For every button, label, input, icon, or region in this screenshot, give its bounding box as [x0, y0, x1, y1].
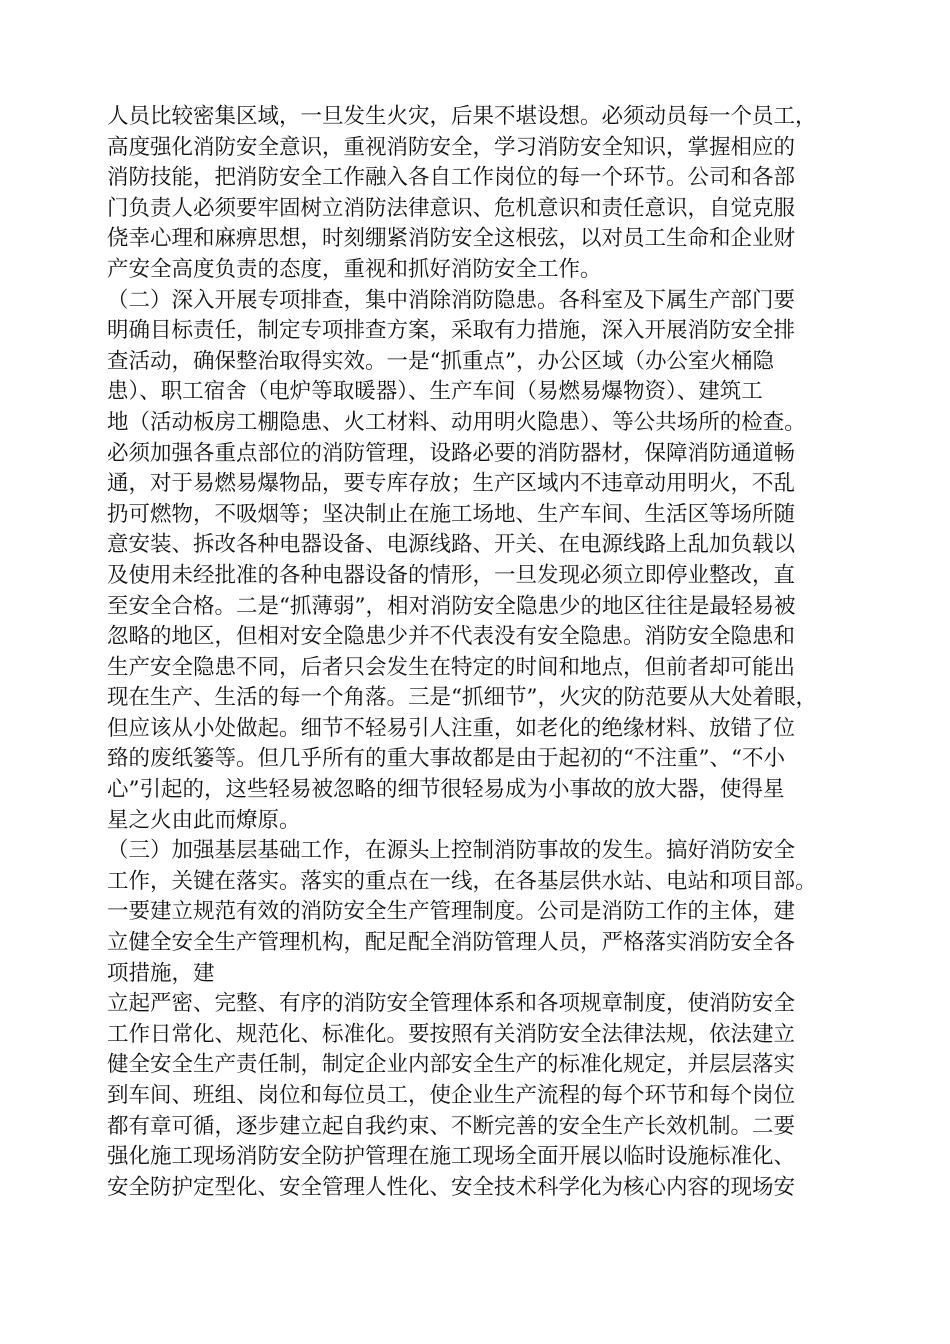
body-text [107, 102, 867, 1203]
text-line: 明确目标责任，制定专项排查方案，采取有力措施，深入开展消防安全排 [107, 318, 796, 344]
text-line: 侥幸心理和麻痹思想，时刻绷紧消防安全这根弦，以对员工生命和企业财 [107, 226, 796, 252]
text-line: 至安全合格。二是“抓薄弱”，相对消防安全隐患少的地区往往是最轻易被 [107, 593, 796, 619]
text-line: 查活动，确保整治取得实效。一是“抓重点”，办公区域（办公室火桶隐 [107, 348, 774, 374]
text-line: 生产安全隐患不同，后者只会发生在特定的时间和地点，但前者却可能出 [107, 654, 796, 680]
text-line: 但应该从小处做起。细节不轻易引人注重，如老化的绝缘材料、放错了位 [107, 715, 796, 741]
text-line: 工作，关键在落实。落实的重点在一线，在各基层供水站、电站和项目部。 [107, 868, 817, 894]
text-line: 高度强化消防安全意识，重视消防安全，学习消防安全知识，掌握相应的 [107, 134, 796, 160]
text-line: 项措施，建 [107, 960, 215, 986]
text-line: 健全安全生产责任制，制定企业内部安全生产的标准化规定，并层层落实 [107, 1052, 796, 1078]
text-line: （二）深入开展专项排查，集中消除消防隐患。各科室及下属生产部门要 [107, 287, 796, 313]
text-line: 立起严密、完整、有序的消防安全管理体系和各项规章制度，使消防安全 [107, 991, 796, 1017]
text-line: 消防技能，把消防安全工作融入各自工作岗位的每一个环节。公司和各部 [107, 165, 796, 191]
text-line: 一要建立规范有效的消防安全生产管理制度。公司是消防工作的主体，建 [107, 899, 796, 925]
text-line: 现在生产、生活的每一个角落。三是“抓细节”，火灾的防范要从大处着眼， [107, 685, 817, 711]
text-line: 门负责人必须要牢固树立消防法律意识、危机意识和责任意识，自觉克服 [107, 195, 796, 221]
text-line: 意安装、拆改各种电器设备、电源线路、开关、在电源线路上乱加负载以 [107, 532, 796, 558]
text-line: 地（活动板房工棚隐患、火工材料、动用明火隐患）、等公共场所的检查。 [107, 409, 806, 435]
text-line: 患）、职工宿舍（电炉等取暖器）、生产车间（易燃易爆物资）、建筑工 [107, 379, 763, 405]
text-line: 立健全安全生产管理机构，配足配全消防管理人员，严格落实消防安全各 [107, 930, 796, 956]
text-line: 星之火由此而燎原。 [107, 807, 301, 833]
text-line: 必须加强各重点部位的消防管理，设路必要的消防器材，保障消防通道畅 [107, 440, 796, 466]
text-line: 到车间、班组、岗位和每位员工，使企业生产流程的每个环节和每个岗位 [107, 1083, 796, 1108]
text-line: 及使用未经批准的各种电器设备的情形，一旦发现必须立即停业整改，直 [107, 562, 796, 588]
text-line: 扔可燃物，不吸烟等；坚决制止在施工场地、生产车间、生活区等场所随 [107, 501, 796, 527]
text-line: 通，对于易燃易爆物品，要专库存放；生产区域内不违章动用明火，不乱 [107, 471, 796, 497]
text-line: 工作日常化、规范化、标准化。要按照有关消防安全法律法规，依法建立 [107, 1021, 796, 1047]
text-line: 产安全高度负责的态度，重视和抓好消防安全工作。 [107, 256, 602, 282]
text-line: 都有章可循，逐步建立起自我约束、不断完善的安全生产长效机制。二要 [107, 1113, 796, 1139]
text-line: 人员比较密集区域，一旦发生火灾，后果不堪设想。必须动员每一个员工， [107, 104, 817, 129]
text-line: 强化施工现场消防安全防护管理在施工现场全面开展以临时设施标准化、 [107, 1144, 796, 1170]
text-line: 安全防护定型化、安全管理人性化、安全技术科学化为核心内容的现场安 [107, 1174, 796, 1200]
text-line: 心”引起的，这些轻易被忽略的细节很轻易成为小事故的放大器，使得星 [107, 777, 785, 803]
text-line: 臵的废纸篓等。但几乎所有的重大事故都是由于起初的“不注重”、“不小 [107, 746, 785, 772]
text-line: （三）加强基层基础工作，在源头上控制消防事故的发生。搞好消防安全 [107, 838, 796, 864]
text-line: 忽略的地区，但相对安全隐患少并不代表没有安全隐患。消防安全隐患和 [107, 624, 796, 650]
